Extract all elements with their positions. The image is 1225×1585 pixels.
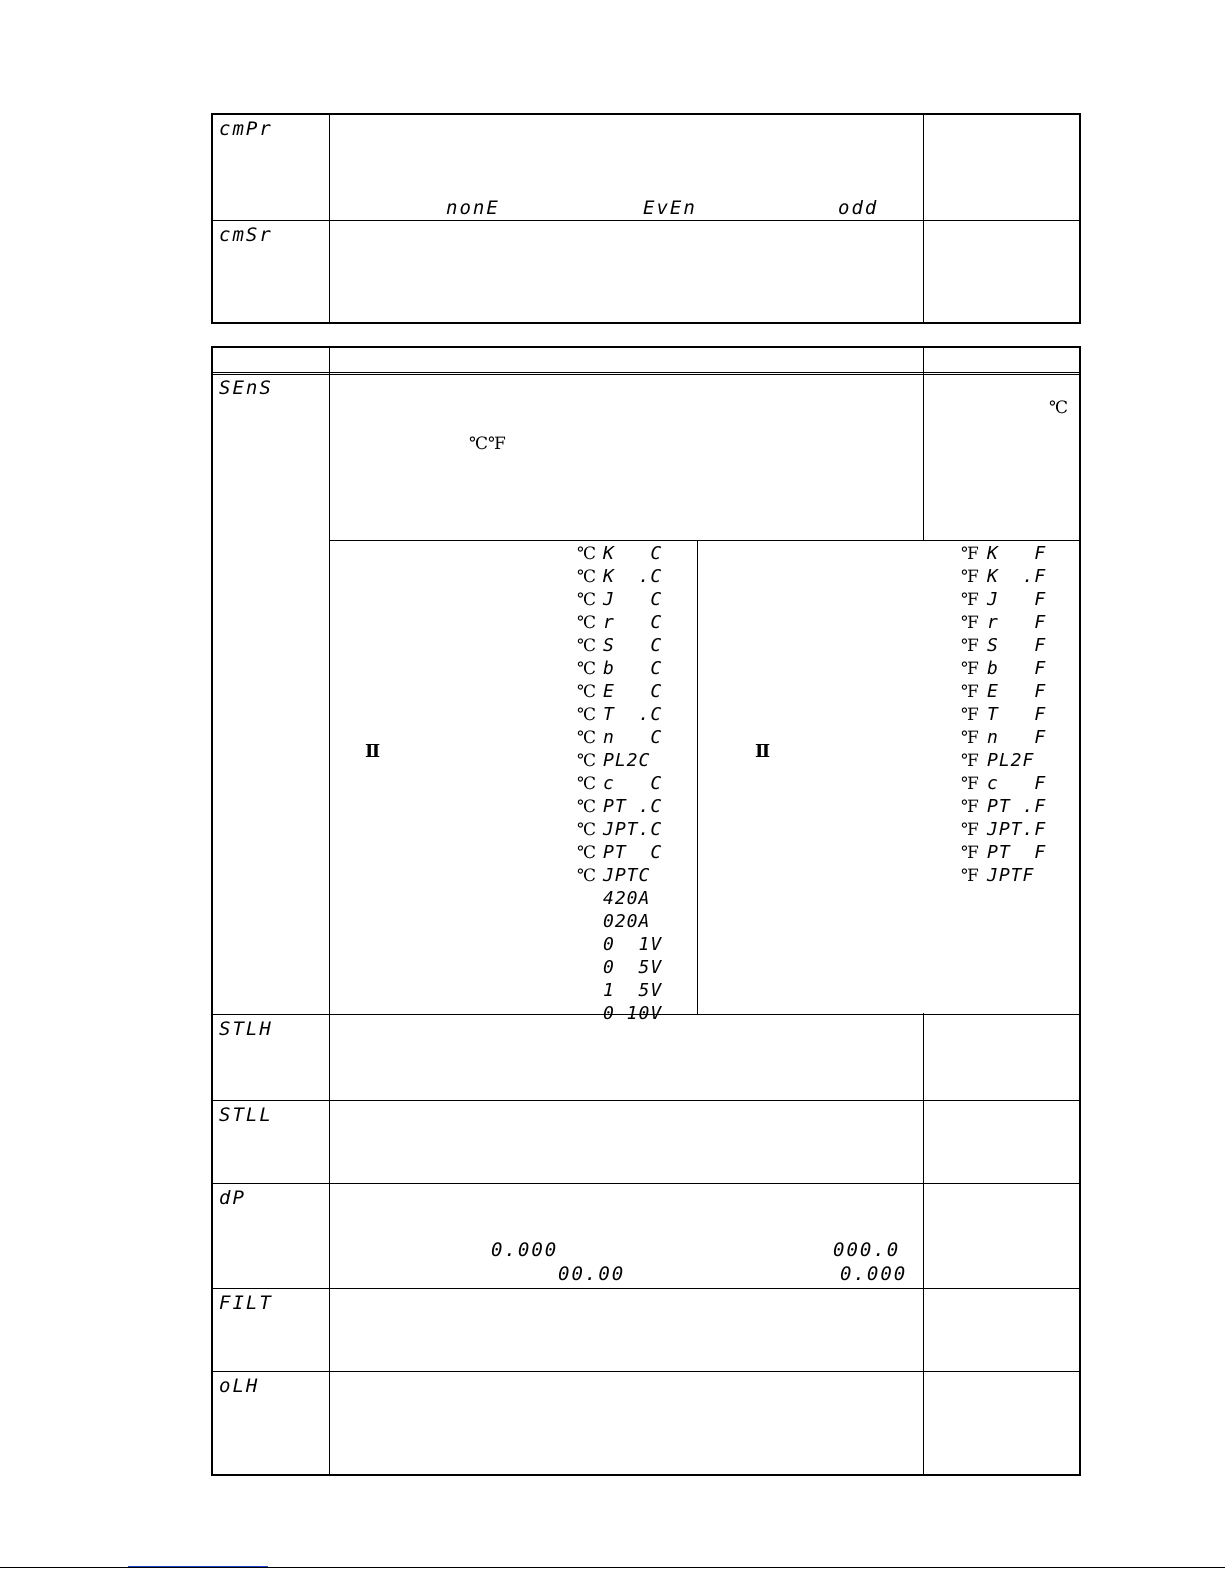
sensor-code: JPTC xyxy=(603,865,651,886)
sensor-entry xyxy=(577,543,692,565)
sensor-unit: ℉ xyxy=(961,774,979,794)
sensor-unit: ℃ xyxy=(577,866,597,886)
sensor-code: S F xyxy=(987,635,1047,656)
sensor-code: n C xyxy=(603,727,663,748)
sensor-code: PT F xyxy=(987,842,1047,863)
sensor-unit: ℃ xyxy=(577,774,597,794)
format-option: 00.00 xyxy=(558,1263,626,1285)
param-row-sensor xyxy=(213,374,1079,1024)
sensor-entry xyxy=(961,635,1076,657)
format-option: 0.000 xyxy=(840,1263,908,1285)
sensor-entry xyxy=(961,681,1076,703)
page-footer-rule xyxy=(0,1567,1225,1568)
sensor-code: b F xyxy=(987,658,1047,679)
sensor-unit: ℃ xyxy=(577,590,597,610)
sensor-unit: ℃ xyxy=(577,843,597,863)
param-code: dP xyxy=(219,1187,246,1209)
sensor-unit: ℉ xyxy=(961,866,979,886)
sensor-entry xyxy=(577,773,692,795)
sensor-entry xyxy=(577,819,692,841)
sensor-code: J C xyxy=(603,589,663,610)
sensor-code: 0 10V xyxy=(603,1003,663,1024)
param-code: oLH xyxy=(219,1375,260,1397)
sensor-entry xyxy=(577,704,692,726)
sensor-code: r C xyxy=(603,612,663,633)
sensor-entry xyxy=(577,566,692,588)
sensor-unit: ℃ xyxy=(577,682,597,702)
unit-selection: ℃℉ xyxy=(469,434,506,454)
sensor-unit: ℉ xyxy=(961,728,979,748)
sensor-code: JPT.C xyxy=(603,819,663,840)
sensor-code: JPTF xyxy=(987,865,1035,886)
sensor-entry xyxy=(577,842,692,864)
param-row-comm-speed xyxy=(213,220,1079,323)
sensor-code: J F xyxy=(987,589,1047,610)
sensor-code: PT .C xyxy=(603,796,663,817)
format-option: 0.000 xyxy=(491,1239,559,1261)
sensor-unit: ℉ xyxy=(961,751,979,771)
sensor-code: n F xyxy=(987,727,1047,748)
sensor-entry xyxy=(961,796,1076,818)
column-divider xyxy=(697,541,698,1015)
sensor-entry xyxy=(577,796,692,818)
param-code: STLL xyxy=(219,1104,273,1126)
sensor-entry xyxy=(961,589,1076,611)
param-code: cmSr xyxy=(219,224,273,246)
default-unit: ℃ xyxy=(1049,398,1069,418)
sensor-entry xyxy=(577,911,692,933)
param-row-filter xyxy=(213,1288,1079,1372)
sensor-unit: ℃ xyxy=(577,636,597,656)
param-code: cmPr xyxy=(219,118,273,140)
sensor-code: PL2C xyxy=(603,750,651,771)
footer-link-underline xyxy=(128,1566,268,1567)
param-row-parity xyxy=(213,115,1079,220)
sensor-entry xyxy=(577,727,692,749)
sensor-entry xyxy=(961,704,1076,726)
sensor-entry xyxy=(961,727,1076,749)
sensor-entry xyxy=(577,681,692,703)
comm-parameter-table xyxy=(211,113,1081,324)
format-option: 000.0 xyxy=(833,1239,901,1261)
sensor-unit: ℃ xyxy=(577,659,597,679)
sensor-unit: ℃ xyxy=(577,797,597,817)
sensor-unit: ℉ xyxy=(961,567,979,587)
sensor-entry xyxy=(961,658,1076,680)
sensor-list-panel xyxy=(329,540,1079,1024)
class-mark: Ⅱ xyxy=(365,741,381,762)
sensor-code: K .F xyxy=(987,566,1047,587)
sensor-code: 1 5V xyxy=(603,980,663,1001)
sensor-code: PT C xyxy=(603,842,663,863)
sensor-code: PL2F xyxy=(987,750,1035,771)
sensor-code: 420A xyxy=(603,888,651,909)
sensor-entry xyxy=(577,865,692,887)
sensor-code: S C xyxy=(603,635,663,656)
sensor-code: 0 5V xyxy=(603,957,663,978)
sensor-unit: ℉ xyxy=(961,590,979,610)
param-row-scale-high xyxy=(213,1014,1079,1101)
param-row-scale-low xyxy=(213,1100,1079,1184)
option-none: nonE xyxy=(446,197,500,219)
sensor-code: T .C xyxy=(603,704,663,725)
sensor-entry xyxy=(961,773,1076,795)
sensor-code: c C xyxy=(603,773,663,794)
sensor-entry xyxy=(577,658,692,680)
sensor-entry xyxy=(577,589,692,611)
sensor-unit: ℉ xyxy=(961,659,979,679)
sensor-entry xyxy=(961,842,1076,864)
param-code: FILT xyxy=(219,1292,273,1314)
sensor-code: PT .F xyxy=(987,796,1047,817)
sensor-entry xyxy=(577,980,692,1002)
header-row xyxy=(213,348,1079,375)
sensor-code: b C xyxy=(603,658,663,679)
sensor-unit: ℃ xyxy=(577,567,597,587)
sensor-code: K C xyxy=(603,543,663,564)
sensor-unit: ℃ xyxy=(577,544,597,564)
sensor-entry xyxy=(577,750,692,772)
class-mark: Ⅱ xyxy=(755,741,771,762)
sensor-entry xyxy=(577,957,692,979)
sensor-entry xyxy=(577,612,692,634)
param-row-output-limit-high xyxy=(213,1371,1079,1475)
param-row-decimal-point xyxy=(213,1183,1079,1289)
option-odd: odd xyxy=(838,197,879,219)
sensor-unit: ℉ xyxy=(961,613,979,633)
option-even: EvEn xyxy=(643,197,697,219)
sensor-unit: ℉ xyxy=(961,797,979,817)
sensor-code: JPT.F xyxy=(987,819,1047,840)
sensor-code: c F xyxy=(987,773,1047,794)
sensor-unit: ℃ xyxy=(577,728,597,748)
sensor-unit: ℃ xyxy=(577,820,597,840)
sensor-code: 020A xyxy=(603,911,651,932)
sensor-unit: ℉ xyxy=(961,682,979,702)
sensor-entry xyxy=(577,934,692,956)
sensor-unit: ℉ xyxy=(961,636,979,656)
sensor-unit: ℃ xyxy=(577,613,597,633)
sensor-unit: ℉ xyxy=(961,820,979,840)
sensor-code: 0 1V xyxy=(603,934,663,955)
sensor-entry xyxy=(961,819,1076,841)
input-parameter-table xyxy=(211,346,1081,1476)
param-code: STLH xyxy=(219,1018,273,1040)
sensor-code: K F xyxy=(987,543,1047,564)
sensor-unit: ℉ xyxy=(961,544,979,564)
sensor-code: E C xyxy=(603,681,663,702)
sensor-entry xyxy=(961,543,1076,565)
sensor-entry xyxy=(961,865,1076,887)
sensor-unit: ℃ xyxy=(577,751,597,771)
sensor-unit: ℃ xyxy=(577,705,597,725)
sensor-code: r F xyxy=(987,612,1047,633)
param-code: SEnS xyxy=(219,377,273,399)
sensor-code: T F xyxy=(987,704,1047,725)
sensor-code: E F xyxy=(987,681,1047,702)
sensor-entry xyxy=(961,612,1076,634)
sensor-code: K .C xyxy=(603,566,663,587)
sensor-unit: ℉ xyxy=(961,843,979,863)
sensor-entry xyxy=(961,566,1076,588)
sensor-unit: ℉ xyxy=(961,705,979,725)
sensor-entry xyxy=(577,888,692,910)
sensor-entry xyxy=(961,750,1076,772)
sensor-entry xyxy=(577,635,692,657)
